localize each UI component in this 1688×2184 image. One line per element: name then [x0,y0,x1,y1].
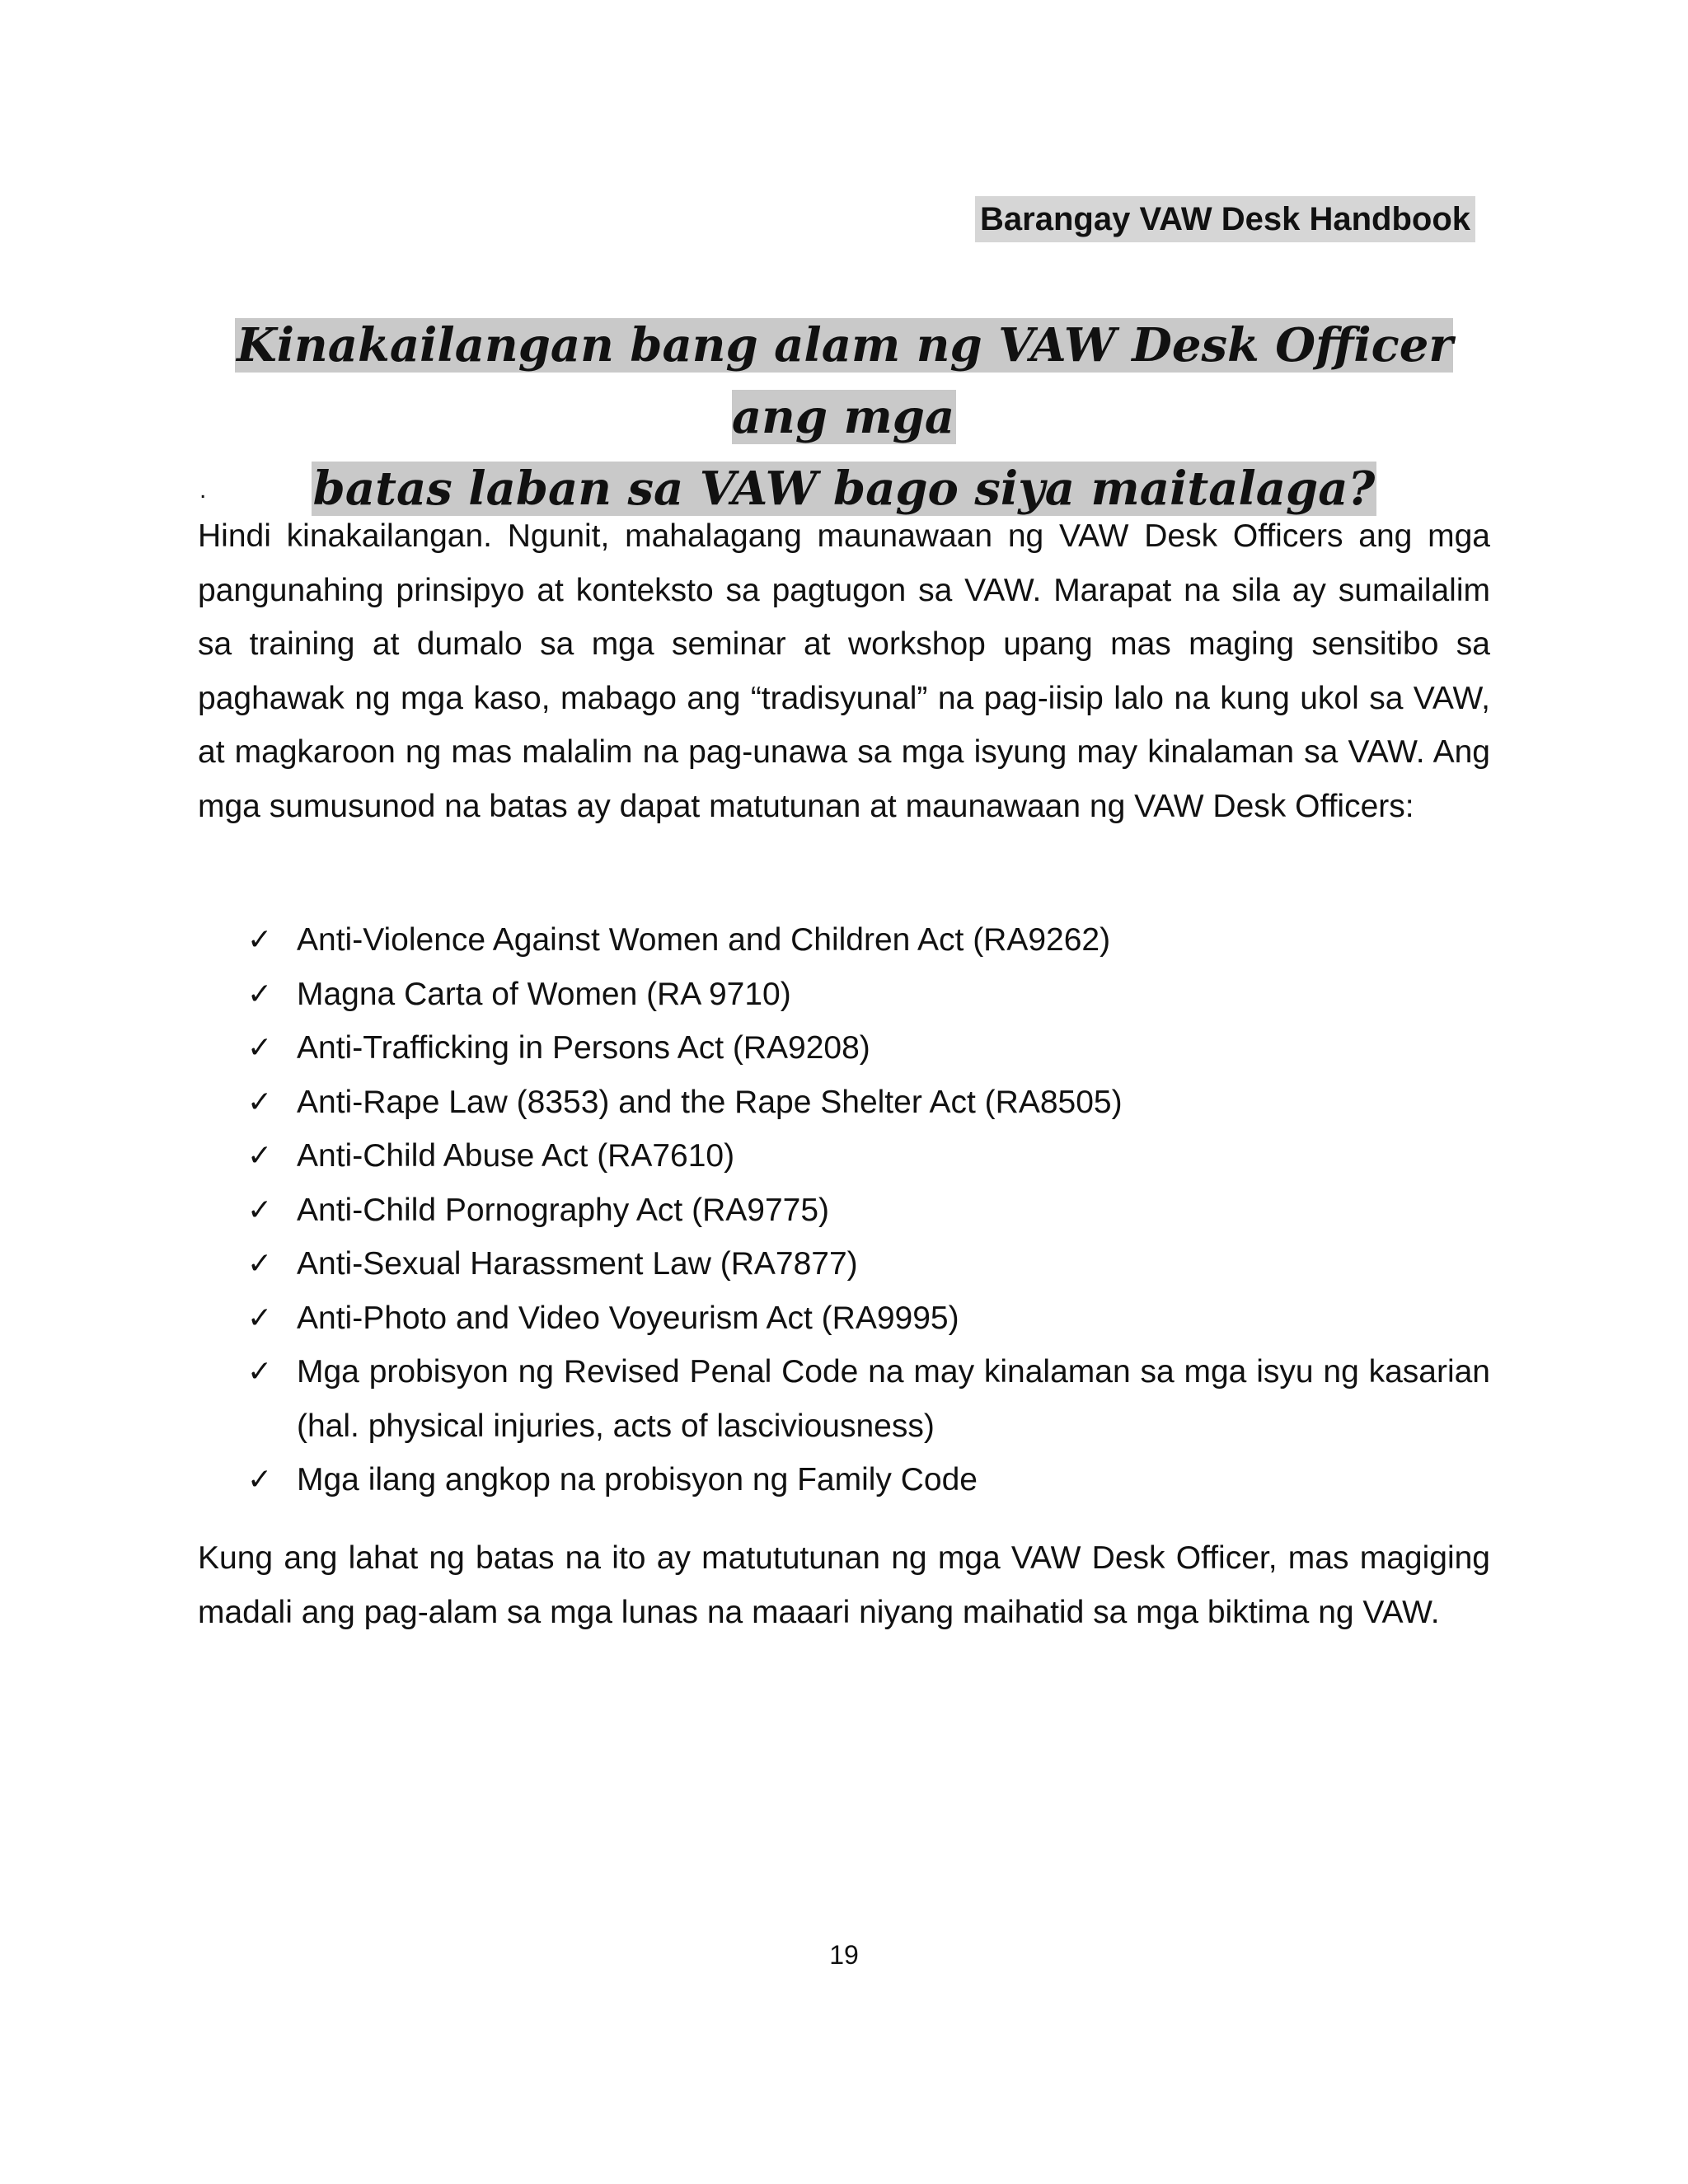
section-title [198,310,1490,525]
check-icon: ✓ [247,977,273,1011]
running-header: Barangay VAW Desk Handbook [975,196,1475,242]
check-icon: ✓ [247,1247,273,1281]
list-item [247,1021,1490,1076]
list-item [247,1183,1490,1238]
law-label: Magna Carta of Women (RA 9710) [297,976,791,1012]
list-item [247,968,1490,1022]
law-label: Mga ilang angkop na probisyon ng Family Code [297,1462,978,1497]
list-item [247,1345,1490,1453]
section-title-line-2: batas laban sa VAW bago siya maitalaga? [312,462,1376,516]
law-label: Anti-Rape Law (8353) and the Rape Shelter Act (RA8505) [297,1084,1123,1120]
stray-mark: . [199,476,207,504]
section-title-line-1: Kinakailangan bang alam ng VAW Desk Officer ang mga [237,318,1453,444]
list-item [247,1237,1490,1291]
law-label: Anti-Child Abuse Act (RA7610) [297,1138,735,1174]
check-icon: ✓ [247,1139,273,1173]
law-label: Anti-Child Pornography Act (RA9775) [297,1192,829,1228]
check-icon: ✓ [247,923,273,957]
list-item [247,1291,1490,1346]
list-item [247,1129,1490,1183]
list-item [247,1453,1490,1507]
law-list [247,913,1490,1507]
check-icon: ✓ [247,1301,273,1335]
law-label: Mga probisyon ng Revised Penal Code na may kinalaman sa mga isyu ng kasarian (hal. physical injuries, acts of lasciviousness) [297,1354,1490,1444]
check-icon: ✓ [247,1463,273,1497]
list-item [247,1076,1490,1130]
law-label: Anti-Sexual Harassment Law (RA7877) [297,1246,858,1282]
check-icon: ✓ [247,1031,273,1065]
check-icon: ✓ [247,1355,273,1389]
law-label: Anti-Violence Against Women and Children Act (RA9262) [297,922,1111,958]
closing-paragraph: Kung ang lahat ng batas na ito ay matututunan ng mga VAW Desk Officer, mas magiging madali ang pag-alam sa mga lunas na maaari niyang maihatid sa mga biktima ng VAW. [198,1540,1490,1630]
intro-paragraph: Hindi kinakailangan. Ngunit, mahalagang maunawaan ng VAW Desk Officers ang mga pangunahing prinsipyo at konteksto sa pagtugon sa VAW. Marapat na sila ay sumailalim sa training at dumalo sa mga seminar at workshop upang mas maging sensitibo sa paghawak ng mga kaso, mabago ang “tradisyunal” na pag-iisip lalo na kung ukol sa VAW, at magkaroon ng mas malalim na pag-unawa sa mga isyung may kinalaman sa VAW. Ang mga sumusunod na batas ay dapat matutunan at maunawaan ng VAW Desk Officers: [198,518,1490,824]
check-icon: ✓ [247,1193,273,1227]
page-number: 19 [829,1940,859,1970]
list-item [247,913,1490,968]
law-label: Anti-Trafficking in Persons Act (RA9208) [297,1030,870,1066]
check-icon: ✓ [247,1085,273,1119]
law-label: Anti-Photo and Video Voyeurism Act (RA9995) [297,1300,959,1336]
